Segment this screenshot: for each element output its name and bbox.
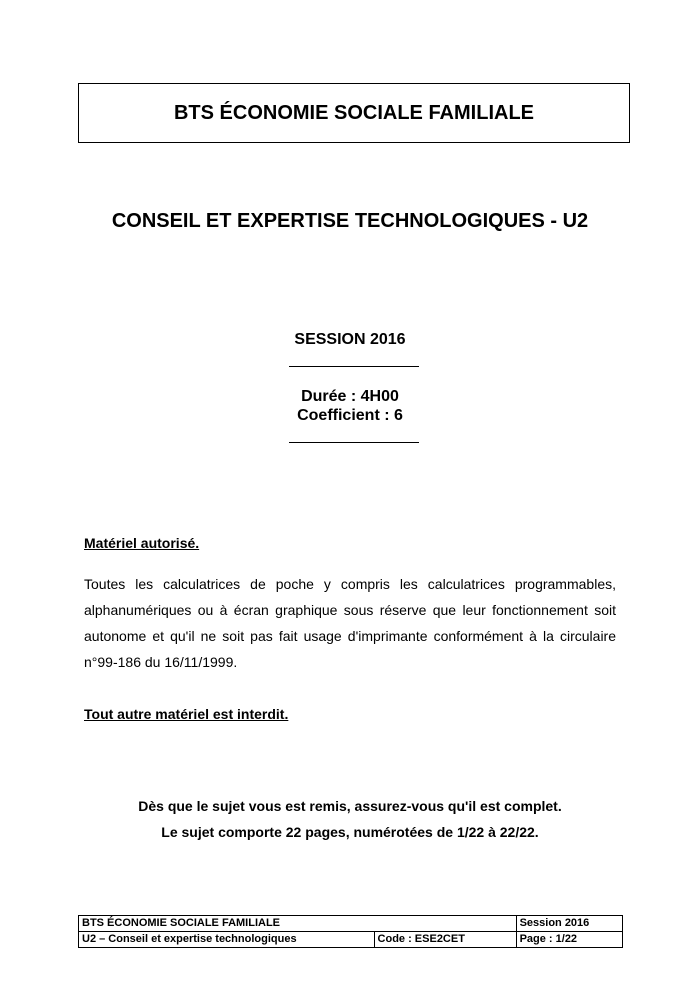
- forbidden-notice: Tout autre matériel est interdit.: [84, 706, 289, 722]
- footer-row: [79, 916, 623, 932]
- footer-unit: U2 – Conseil et expertise technologiques: [79, 932, 375, 948]
- footer-row: [79, 932, 623, 948]
- coefficient-label: Coefficient : 6: [297, 407, 403, 424]
- divider-bottom: [289, 442, 419, 443]
- footer-session: Session 2016: [516, 916, 622, 932]
- divider-top: [289, 366, 419, 367]
- completeness-notice: Dès que le sujet vous est remis, assurez-vous qu'il est complet.: [138, 798, 562, 814]
- footer-exam: BTS ÉCONOMIE SOCIALE FAMILIALE: [79, 916, 517, 932]
- duration-label: Durée : 4H00: [301, 388, 399, 405]
- footer-code: Code : ESE2CET: [374, 932, 516, 948]
- footer-table: [78, 915, 623, 948]
- materials-heading: Matériel autorisé.: [84, 535, 200, 551]
- subject-title: CONSEIL ET EXPERTISE TECHNOLOGIQUES - U2: [111, 210, 589, 232]
- exam-title: BTS ÉCONOMIE SOCIALE FAMILIALE: [173, 101, 534, 124]
- exam-title-box: [78, 83, 630, 143]
- session-label: SESSION 2016: [294, 331, 406, 348]
- page-count-notice: Le sujet comporte 22 pages, numérotées de 1/22 à 22/22.: [161, 824, 539, 840]
- footer-page: Page : 1/22: [516, 932, 622, 948]
- materials-paragraph: Toutes les calculatrices de poche y compris les calculatrices programmables, alphanumériques ou à écran graphique sous réserve que leur fonctionnement soit autonome et qu'il ne soit pas fait usage d'imprimante conformément à la circulaire n°99-186 du 16/11/1999.: [84, 576, 616, 670]
